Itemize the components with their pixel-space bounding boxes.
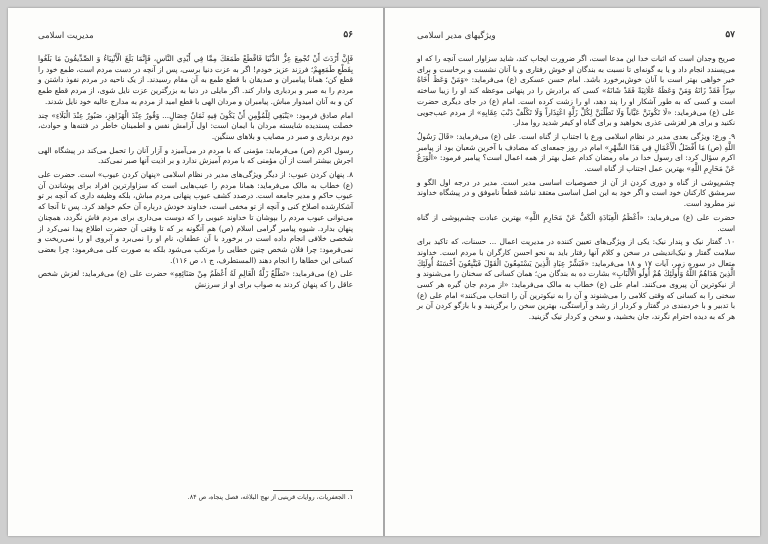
right-paragraph-4: حضرت علی (ع) می‌فرماید: «أَعْظَمُ الْعِبَادَةِ الْكَفُّ عَنْ مَحَارِمِ اللَّهِ» بهترین عبادت چشم‌پوشی از گناه است. [417,212,735,233]
footnote-divider [273,490,353,491]
left-page-header [38,30,353,44]
right-paragraph-2: ۹. ورع: ویژگی بعدی مدیر در نظام اسلامی ورع یا اجتناب از گناه است. علی (ع) می‌فرماید: «قَالَ رَسُولُ اللَّهِ (ص) مَا أَفْضَلُ الْأَعْمَالِ فِي هَذَا الشَّهْرِ» امام در روز جمعه‌ای که مصادف با آخرین شعبان بود از پیامبر اکرم سؤال کرد: ای رسول خدا در ماه رمضان کدام عمل بهتر از همه اعمال است؟ پیامبر فرمود: «الْوَرَعُ عَنْ مَحَارِمِ اللَّهِ» بهترین عمل اجتناب از گناه است. [417,131,735,174]
left-footnote: ۱. الجعفریات، روایات قرینیی از نهج البلاغه، فصل پنجاه، ص ۸۴. [187,494,353,501]
right-running-title: ویژگیهای مدیر اسلامی [417,31,496,41]
left-running-title: مدیریت اسلامی [38,31,94,41]
book-spread [8,8,760,536]
right-paragraph-1: صریح وجدان است که اثبات خدا این مدعا است، اگر ضرورت ایجاب کند، شاید سزاوار است آنچه را که او می‌پسندد انجام داد و یا به گونه‌ای تا نسبت به بندگان او خوش رفتاری و با آنان نشست و برخاست و برای خیر خواهی بهتر است با آنان خوش‌برخورد باشد. امام حسن عسکری (ع) می‌فرماید: «وَمَنْ وَعَظَ أَخَاهُ سِرّاً فَقَدْ زَانَهُ وَمَنْ وَعَظَهُ عَلَانِيَةً فَقَدْ شَانَهُ» کسی که برادرش را در پنهانی موعظه کند او را زیبا ساخته است و کسی که به طور آشکار او را پند دهد، او را زشت کرده است. امام (ع) در جای دیگری حضرت علی (ع) می‌فرماید: «لَا تَكُونَنَّ عَيَّاباً وَلَا تَطْلُبَنَّ لِكُلِّ زَلَّةٍ اعْتِذَاراً وَلَا تَكْلُفْ ذَنْبَ عِقَابِهِ» از مردم عیب‌جویی نکنید و برای هر لغزشی عذری بخواهید و برای گناه او کیفر شدید روا مدار. [417,54,735,128]
left-paragraph-1: فَإِنَّ أَرْدَتَ أَنْ تُجْمِعَ عِزُّ الدُّنْيَا فَاقْطَعْ طَمَعَكَ مِمَّا فِي أَيْدِي النَّاسِ، فَإِنَّمَا بَلَغَ الْأَنْبِيَاءُ وَ الصِّدِّيقُونَ مَا بَلَغُوا بِقَطْعِ طَمَعِهِمْ؛ فرزند عزیز خودم! اگر به عزت دنیا برسی، پس از آنچه در دست مردم است، طمع خود را قطع کن؛ همانا پیامبران و صدیقان با قطع طمع به آن مقام رسیدند. از یک ناحیه در مردم نفوذ داشتن و مردم را به صبر و بردباری وادار کند. اگر مایلی در دنیا به بزرگترین عزت نایل شوی، از مردم قطع طمع کن و به آنان امیدوار مباش. پیامبران و مردان الهی با قطع امید از مردم به مدارج عالیه خود نایل شدند. [38,54,353,106]
right-page-body [417,54,735,326]
left-paragraph-3: رسول اکرم (ص) می‌فرماید: مؤمنی که با مردم در می‌آمیزد و آزار آنان را تحمل می‌کند در پیشگاه الهی اجرش بیشتر است از آن مؤمنی که با مردم آمیزش ندارد و بر اذیت آنها صبر نمی‌کند. [38,145,353,166]
left-page-number: ۵۶ [343,30,353,40]
left-paragraph-5: علی (ع) می‌فرماید: «تَطْلُعُ زَلَّةُ الْعَالِمِ لَهُ أَعْظَمُ مِنْ صَنَائِعِهِ» حضرت علی (ع) می‌فرماید: لغزش شخص عاقل را که پنهان کردند به صواب برای او از سرزنش [38,269,353,290]
left-paragraph-2: امام صادق فرمود: «يَنْبَغِي لِلْمُؤْمِنِ أَنْ يَكُونَ فِيهِ ثَمَانُ خِصَالٍ... وَقُورٌ عِنْدَ الْهَزَاهِزِ، صَبُورٌ عِنْدَ الْبَلَاءِ» چند خصلت پسندیده شایسته مردان با ایمان است: اول آرامش نفس و اطمینان خاطر در فتنه‌ها و حوادث، دوم بردباری و صبر در مصایب و بلاهای سنگین. [38,110,353,141]
right-page [385,8,760,536]
left-paragraph-4: ۸. پنهان کردن عیوب: از دیگر ویژگی‌های مدیر در نظام اسلامی «پنهان کردن عیوب» است. حضرت علی (ع) خطاب به مالک می‌فرماید: همانا مردم را عیب‌هایی است که سزاوارترین افراد برای پوشاندن آن عیوب حاکم و مدیر جامعه است. درصدد کشف عیوب پنهانی مردم مباش، بلکه وظیفه داری که آنچه بر تو آشکارشده اصلاح کنی و آنچه از تو مخفی است، خداوند خودش درباره آن حکم خواهد کرد. پس تا آنجا که می‌توانی عیوب مردم را بپوشان تا خداوند عیوبی را که دوست می‌داری برای مردم فاش نگردد، همچنان پنهان بدارد. شیوه پیامبر گرامی اسلام (ص) هم آنگونه بر که تا وقتی آن حضرت اطلاع پیدا نمی‌کرد از شخصی خلافی انجام داده است در برخورد با آن عطفان، نام او را نمی‌برد و آبروی او را نمی‌ریخت و نمی‌فرمود: چرا فلان شخص چنین خطایی را مرتکب می‌شود بلکه به صورت کلی می‌فرمود: چرا بعضی کسانی این خطاها را انجام دهند (المستطرف، ج ۱، ص ۱۱۶). [38,170,353,265]
right-paragraph-5: ۱۰. گفتار نیک و پندار نیک: یکی از ویژگی‌های تعیین کننده در مدیریت اعمال ... حسنات، که تاکید برای سلامت گفتار و نیک‌اندیشی در سخن و کلام آنها رفتار باید به نحو احسن کارگران با مردم است. خداوند متعال در سوره زمر، آیات ۱۷ و ۱۸ می‌فرماید: «فَبَشِّرْ عِبَادِ الَّذِينَ يَسْتَمِعُونَ الْقَوْلَ فَيَتَّبِعُونَ أَحْسَنَهُ أُولَئِكَ الَّذِينَ هَدَاهُمُ اللَّهُ وَأُولَئِكَ هُمْ أُولُو الْأَلْبَابِ» بشارت ده به بندگان من؛ همان کسانی که سخنان را می‌شنوند و از نیکوترین آن پیروی می‌کنند. امام علی (ع) خطاب به مالک می‌فرماید: «از مردم جان گیره هر کسی سخنی را به کسانی که وقتی کلامی را می‌شنوند و آن را به نیکوترین آن را انتخاب می‌کنند» امام علی (ع) با تدبیر و با خردمندی در گفتار و کردار از رشد و آراستگی، بهترین سخن را برگزینید و با بازگو کردن آن بر هر که به دیده احترام نگرند، جان بخشید، و سخن و کردار نیک گزینید. [417,237,735,322]
right-page-header [417,30,735,44]
left-page [8,8,383,536]
right-page-number: ۵۷ [725,30,735,40]
right-paragraph-3: چشم‌پوشی از گناه و دوری کردن از آن از خصوصیات اساسی مدیر است. مدیر در درجه اول الگو و سرمشق کارکنان خود است و اگر خود به این اصل اساسی معتقد نباشد قطعاً ناموفق و در پیشگاه خداوند نیز مطرود است. [417,177,735,209]
left-page-body [38,54,353,294]
